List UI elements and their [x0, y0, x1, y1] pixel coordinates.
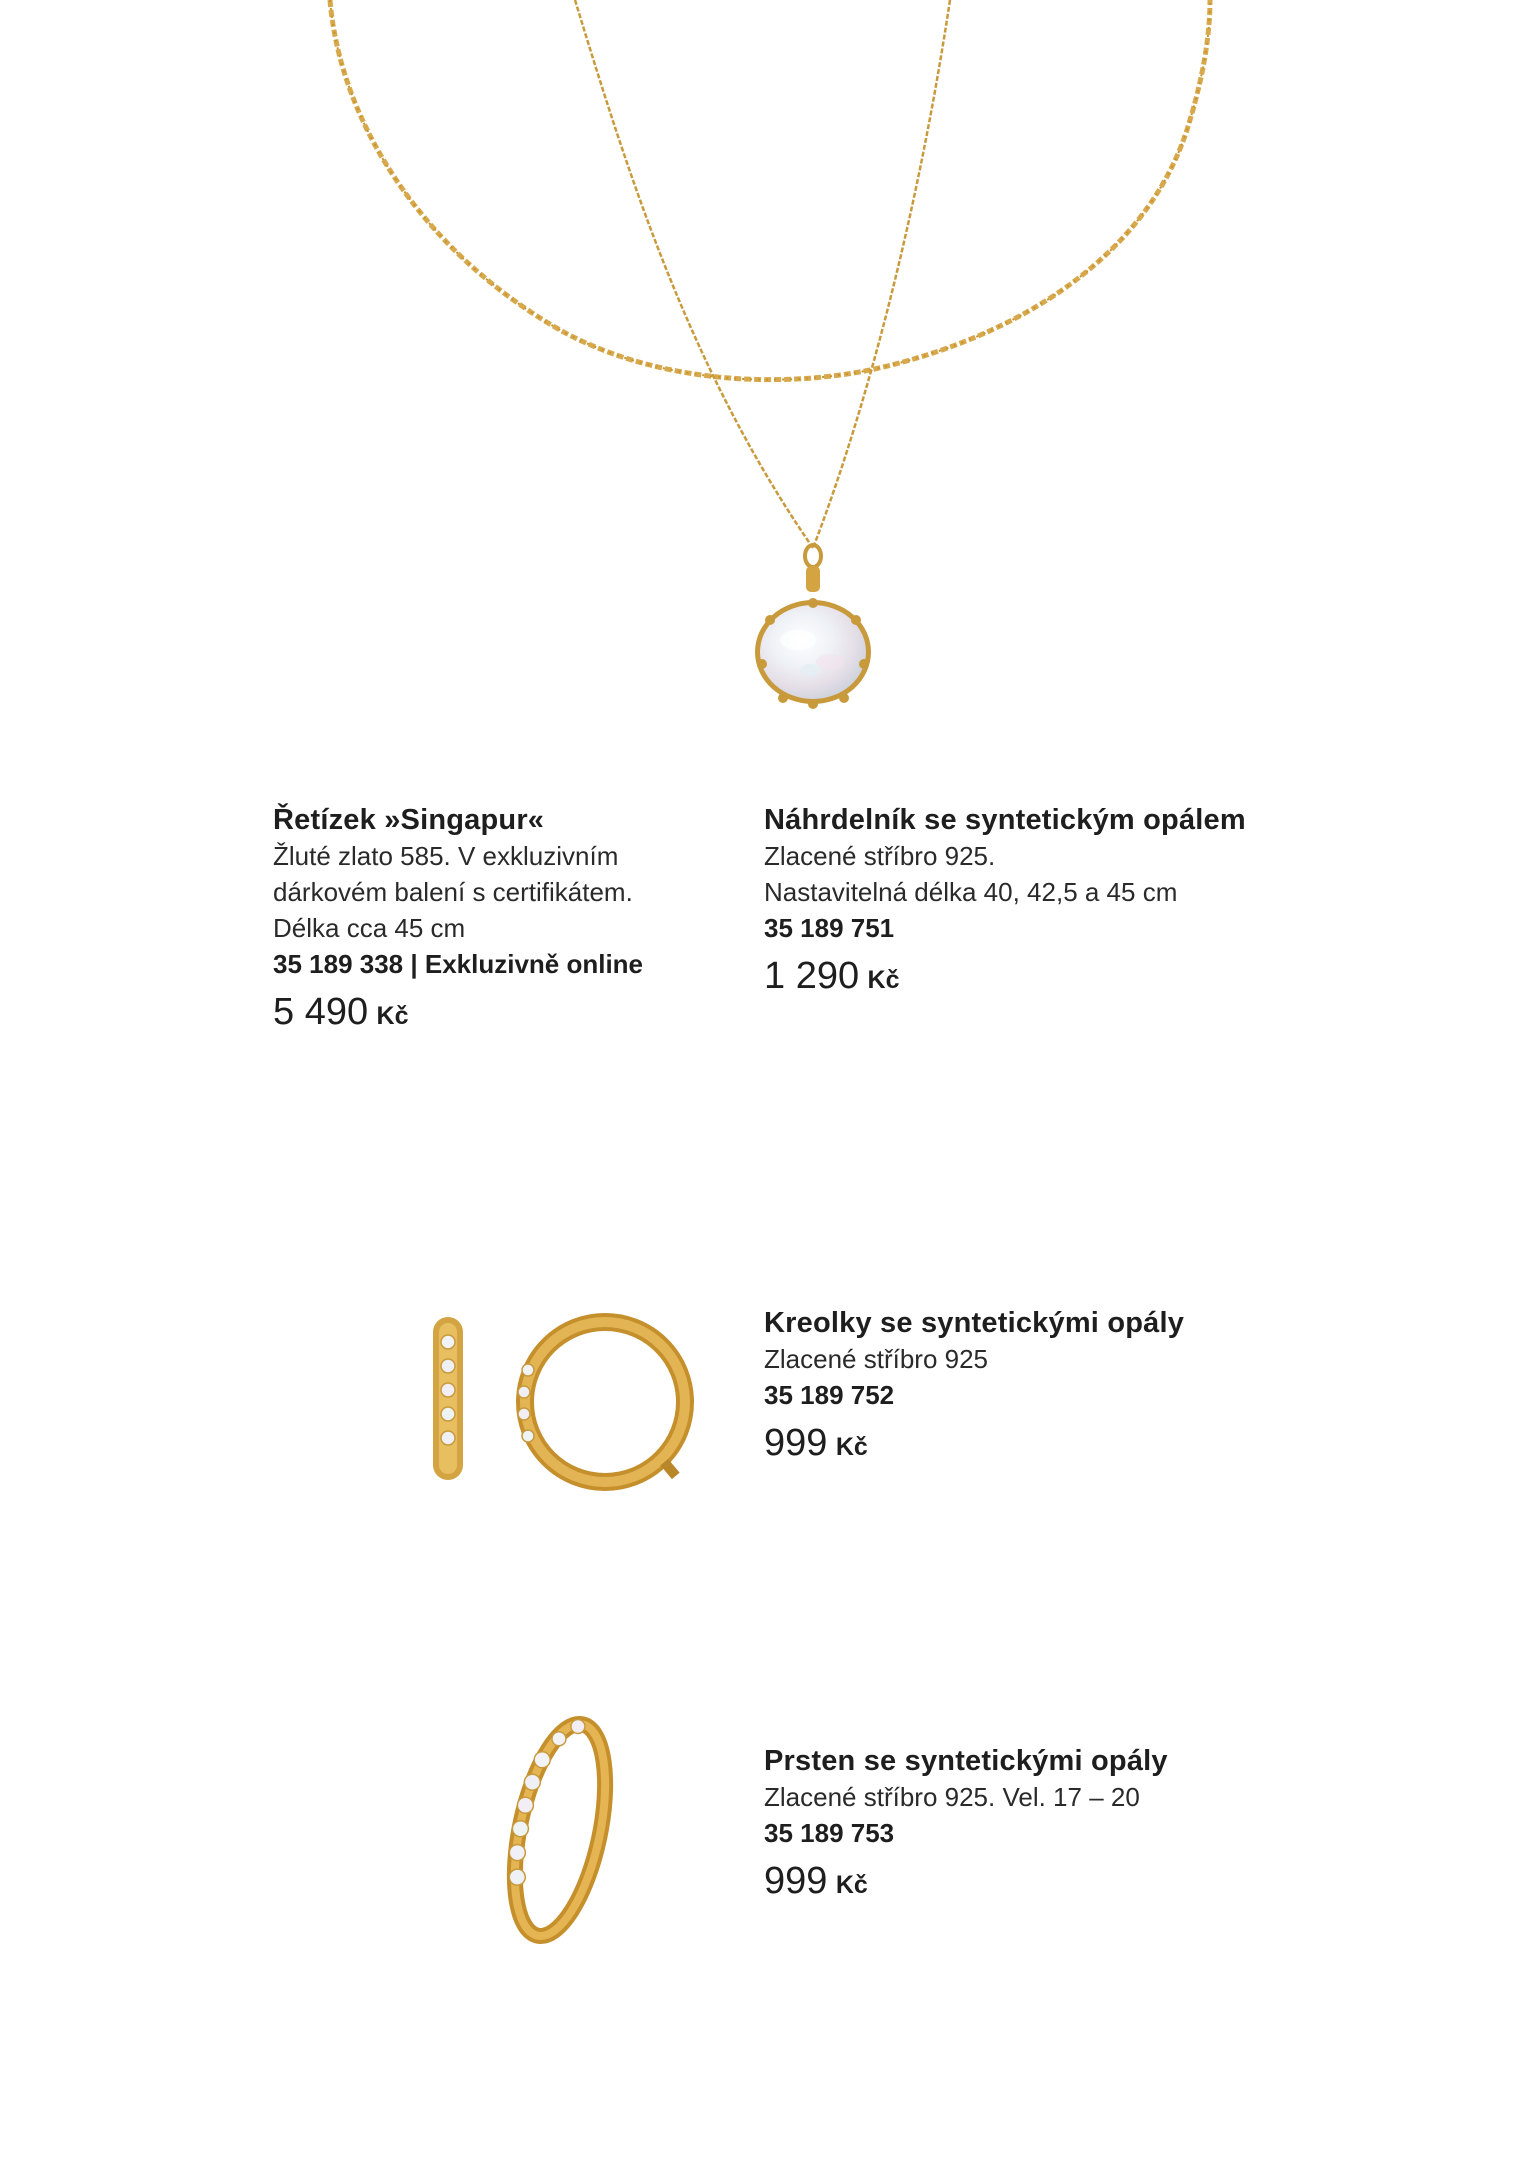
product-code: 35 189 752 — [764, 1380, 895, 1410]
earring-side-view — [433, 1317, 463, 1480]
product-desc-line: Žluté zlato 585. V exkluzivním — [273, 841, 619, 871]
price-currency: Kč — [376, 1002, 409, 1030]
opal-ring-image — [480, 1705, 640, 1955]
product-code: 35 189 751 — [764, 913, 895, 943]
product-price — [764, 954, 1246, 1006]
price-amount: 5 490 — [273, 991, 369, 1033]
pendant-chain-left — [575, 0, 813, 548]
product-desc-line: Nastavitelná délka 40, 42,5 a 45 cm — [764, 877, 1178, 907]
product-title: Náhrdelník se syntetickým opálem — [764, 804, 1246, 836]
product-opal-ring — [764, 1743, 1168, 1911]
product-desc-line: Zlacené stříbro 925. — [764, 841, 996, 871]
price-amount: 999 — [764, 1860, 828, 1902]
product-code: 35 189 338 | Exkluzivně online — [273, 949, 644, 979]
product-title: Řetízek »Singapur« — [273, 804, 545, 836]
product-title: Prsten se syntetickými opály — [764, 1745, 1168, 1777]
product-singapur — [273, 802, 643, 1042]
product-code: 35 189 753 — [764, 1818, 895, 1848]
product-desc-line: Zlacené stříbro 925. Vel. 17 – 20 — [764, 1782, 1140, 1812]
product-desc-line: Zlacené stříbro 925 — [764, 1344, 989, 1374]
necklace-image — [250, 0, 1250, 740]
price-currency: Kč — [835, 1433, 868, 1461]
product-title: Kreolky se syntetickými opály — [764, 1307, 1185, 1339]
hoop-earrings-image — [420, 1300, 720, 1500]
price-currency: Kč — [867, 966, 900, 994]
price-currency: Kč — [835, 1871, 868, 1899]
earring-front-view — [518, 1322, 685, 1482]
product-desc-line: Délka cca 45 cm — [273, 913, 466, 943]
pendant-chain-right — [813, 0, 950, 548]
singapore-chain — [330, 0, 1210, 380]
product-price — [273, 990, 643, 1042]
product-desc-line: dárkovém balení s certifikátem. — [273, 877, 633, 907]
product-necklace-opal — [764, 802, 1246, 1006]
price-amount: 999 — [764, 1422, 828, 1464]
price-amount: 1 290 — [764, 955, 860, 997]
product-price — [764, 1859, 1168, 1911]
opal-pendant — [755, 598, 871, 709]
product-hoop-earrings — [764, 1305, 1184, 1473]
product-price — [764, 1421, 1184, 1473]
